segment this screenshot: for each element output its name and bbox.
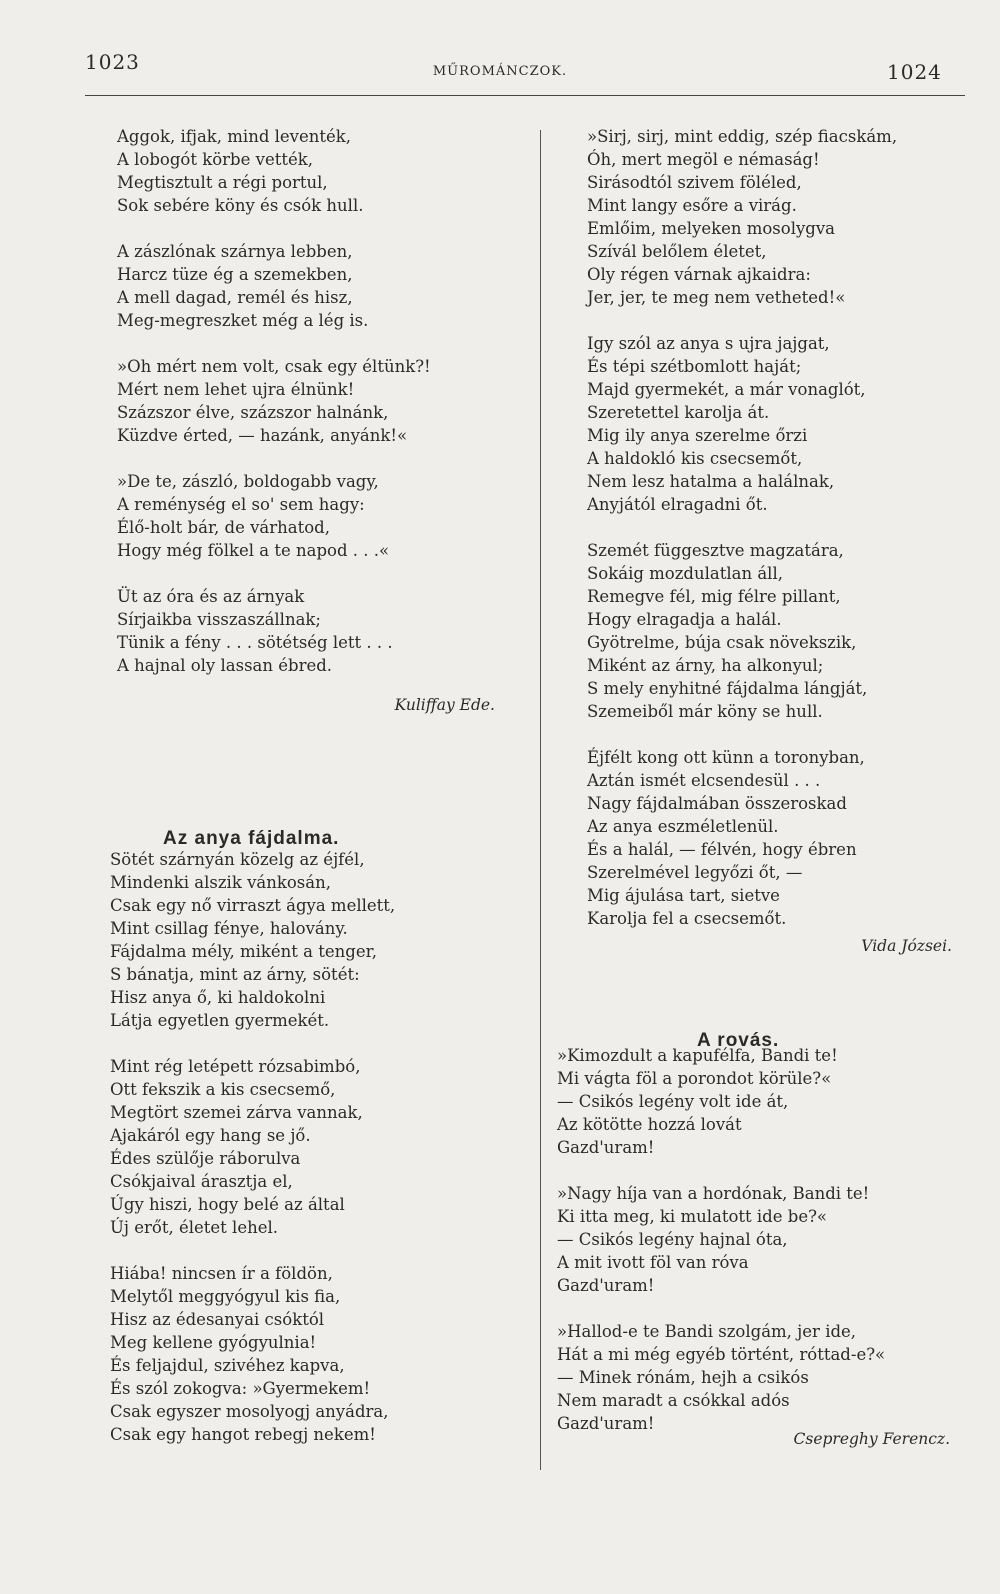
verse-line: Mint rég letépett rózsabimbó, xyxy=(110,1057,361,1076)
verse-line: Mi vágta föl a porondot körüle?« xyxy=(557,1069,832,1088)
verse-line: Harcz tüze ég a szemekben, xyxy=(117,265,353,284)
verse-line: A haldokló kis csecsemőt, xyxy=(587,449,803,468)
verse-line: Mig ily anya szerelme őrzi xyxy=(587,426,808,445)
verse-line: Küzdve érted, — hazánk, anyánk!« xyxy=(117,426,408,445)
verse-line: Mint csillag fénye, halovány. xyxy=(110,919,348,938)
verse-line: Gazd'uram! xyxy=(557,1276,655,1295)
verse-line: Meg-megreszket még a lég is. xyxy=(117,311,369,330)
verse-line: Szerelmével legyőzi őt, — xyxy=(587,863,803,882)
poem2-body-left xyxy=(110,848,395,1469)
verse-line: Csak egy hangot rebegj nekem! xyxy=(110,1425,376,1444)
stanza xyxy=(557,1044,885,1159)
verse-line: Szívál belőlem életet, xyxy=(587,242,767,261)
poem2-author: Vida Józsei. xyxy=(861,937,952,955)
verse-line: És szól zokogva: »Gyermekem! xyxy=(110,1379,371,1398)
verse-line: És a halál, — félvén, hogy ébren xyxy=(587,840,857,859)
verse-line: Fájdalma mély, miként a tenger, xyxy=(110,942,377,961)
verse-line: Gyötrelme, búja csak növekszik, xyxy=(587,633,857,652)
verse-line: Ki itta meg, ki mulatott ide be?« xyxy=(557,1207,828,1226)
running-title: MŰROMÁNCZOK. xyxy=(432,64,568,79)
verse-line: Csókjaival árasztja el, xyxy=(110,1172,293,1191)
verse-line: Jer, jer, te meg nem vetheted!« xyxy=(587,288,846,307)
verse-line: Éjfélt kong ott künn a toronyban, xyxy=(587,748,865,767)
poem3-author: Csepreghy Ferencz. xyxy=(793,1430,950,1448)
verse-line: Hogy elragadja a halál. xyxy=(587,610,782,629)
verse-line: Tünik a fény . . . sötétség lett . . . xyxy=(117,633,393,652)
verse-line: Sokáig mozdulatlan áll, xyxy=(587,564,783,583)
verse-line: Nem maradt a csókkal adós xyxy=(557,1391,790,1410)
poem3-body xyxy=(557,1044,885,1458)
verse-line: Sok sebére köny és csók hull. xyxy=(117,196,364,215)
verse-line: Gazd'uram! xyxy=(557,1414,655,1433)
page-number-right: 1024 xyxy=(887,60,942,84)
column-divider xyxy=(540,130,541,1470)
stanza xyxy=(110,1055,395,1239)
stanza xyxy=(557,1320,885,1435)
verse-line: — Csikós legény hajnal óta, xyxy=(557,1230,788,1249)
verse-line: Karolja fel a csecsemőt. xyxy=(587,909,787,928)
verse-line: Csak egyszer mosolyogj anyádra, xyxy=(110,1402,389,1421)
verse-line: Hiába! nincsen ír a földön, xyxy=(110,1264,333,1283)
verse-line: Szemeiből már köny se hull. xyxy=(587,702,823,721)
stanza xyxy=(117,470,431,562)
poem1-body xyxy=(117,125,431,700)
verse-line: Sötét szárnyán közelg az éjfél, xyxy=(110,850,365,869)
stanza xyxy=(117,355,431,447)
verse-line: Édes szülője ráborulva xyxy=(110,1149,301,1168)
verse-line: A hajnal oly lassan ébred. xyxy=(117,656,333,675)
stanza xyxy=(117,125,431,217)
verse-line: Élő-holt bár, de várhatod, xyxy=(117,518,330,537)
page-header xyxy=(0,0,1000,100)
verse-line: A reménység el so' sem hagy: xyxy=(117,495,365,514)
verse-line: A mit ivott föl van róva xyxy=(557,1253,749,1272)
verse-line: Csak egy nő virraszt ágya mellett, xyxy=(110,896,396,915)
verse-line: Gazd'uram! xyxy=(557,1138,655,1157)
verse-line: Szemét függesztve magzatára, xyxy=(587,541,844,560)
stanza xyxy=(587,539,897,723)
verse-line: Látja egyetlen gyermekét. xyxy=(110,1011,330,1030)
verse-line: Miként az árny, ha alkonyul; xyxy=(587,656,824,675)
verse-line: »Oh mért nem volt, csak egy éltünk?! xyxy=(117,357,431,376)
page-number-left: 1023 xyxy=(85,50,140,74)
verse-line: Megtisztult a régi portul, xyxy=(117,173,328,192)
poem2-body-right xyxy=(587,125,897,953)
verse-line: »Hallod-e te Bandi szolgám, jer ide, xyxy=(557,1322,857,1341)
poem3-title: A rovás. xyxy=(697,1030,780,1051)
verse-line: Oly régen várnak ajkaidra: xyxy=(587,265,811,284)
verse-line: És tépi szétbomlott haját; xyxy=(587,357,802,376)
verse-line: Meg kellene gyógyulnia! xyxy=(110,1333,317,1352)
stanza xyxy=(587,332,897,516)
verse-line: Szeretettel karolja át. xyxy=(587,403,770,422)
verse-line: Úgy hiszi, hogy belé az által xyxy=(110,1195,345,1214)
verse-line: Melytől meggyógyul kis fia, xyxy=(110,1287,341,1306)
verse-line: A lobogót körbe vették, xyxy=(117,150,313,169)
verse-line: Az anya eszméletlenül. xyxy=(587,817,779,836)
verse-line: — Minek rónám, hejh a csikós xyxy=(557,1368,809,1387)
verse-line: Nagy fájdalmában összeroskad xyxy=(587,794,847,813)
verse-line: Üt az óra és az árnyak xyxy=(117,587,305,606)
verse-line: »Sirj, sirj, mint eddig, szép fiacskám, xyxy=(587,127,898,146)
verse-line: »Nagy híja van a hordónak, Bandi te! xyxy=(557,1184,870,1203)
verse-line: »De te, zászló, boldogabb vagy, xyxy=(117,472,379,491)
verse-line: A mell dagad, remél és hisz, xyxy=(117,288,353,307)
verse-line: Emlőim, melyeken mosolygva xyxy=(587,219,836,238)
verse-line: Nem lesz hatalma a halálnak, xyxy=(587,472,835,491)
stanza xyxy=(587,746,897,930)
verse-line: Mint langy esőre a virág. xyxy=(587,196,797,215)
poem2-title: Az anya fájdalma. xyxy=(163,828,340,849)
verse-line: Aggok, ifjak, mind leventék, xyxy=(117,127,352,146)
verse-line: Az kötötte hozzá lovát xyxy=(557,1115,742,1134)
stanza xyxy=(110,848,395,1032)
poem1-author: Kuliffay Ede. xyxy=(394,696,495,714)
verse-line: Óh, mert megöl e némaság! xyxy=(587,150,820,169)
stanza xyxy=(117,585,431,677)
verse-line: Remegve fél, mig félre pillant, xyxy=(587,587,841,606)
verse-line: Sírjaikba visszaszállnak; xyxy=(117,610,321,629)
verse-line: Mindenki alszik vánkosán, xyxy=(110,873,331,892)
verse-line: Ajakáról egy hang se jő. xyxy=(110,1126,311,1145)
verse-line: Aztán ismét elcsendesül . . . xyxy=(587,771,821,790)
stanza xyxy=(110,1262,395,1446)
verse-line: Majd gyermekét, a már vonaglót, xyxy=(587,380,866,399)
verse-line: — Csikós legény volt ide át, xyxy=(557,1092,789,1111)
verse-line: Anyjától elragadni őt. xyxy=(587,495,768,514)
stanza xyxy=(117,240,431,332)
verse-line: A zászlónak szárnya lebben, xyxy=(117,242,353,261)
verse-line: S bánatja, mint az árny, sötét: xyxy=(110,965,360,984)
verse-line: Hát a mi még egyéb történt, róttad-e?« xyxy=(557,1345,886,1364)
verse-line: Megtört szemei zárva vannak, xyxy=(110,1103,363,1122)
verse-line: S mely enyhitné fájdalma lángját, xyxy=(587,679,868,698)
verse-line: És feljajdul, szivéhez kapva, xyxy=(110,1356,345,1375)
verse-line: Mig ájulása tart, sietve xyxy=(587,886,780,905)
verse-line: Hisz az édesanyai csóktól xyxy=(110,1310,325,1329)
verse-line: Igy szól az anya s ujra jajgat, xyxy=(587,334,830,353)
verse-line: Mért nem lehet ujra élnünk! xyxy=(117,380,355,399)
stanza xyxy=(557,1182,885,1297)
verse-line: Százszor élve, százszor halnánk, xyxy=(117,403,389,422)
verse-line: »Kimozdult a kapufélfa, Bandi te! xyxy=(557,1046,838,1065)
verse-line: Hogy még fölkel a te napod . . .« xyxy=(117,541,390,560)
header-rule xyxy=(85,95,965,96)
verse-line: Új erőt, életet lehel. xyxy=(110,1218,279,1237)
stanza xyxy=(587,125,897,309)
verse-line: Hisz anya ő, ki haldokolni xyxy=(110,988,326,1007)
verse-line: Ott fekszik a kis csecsemő, xyxy=(110,1080,336,1099)
verse-line: Sirásodtól szivem föléled, xyxy=(587,173,802,192)
